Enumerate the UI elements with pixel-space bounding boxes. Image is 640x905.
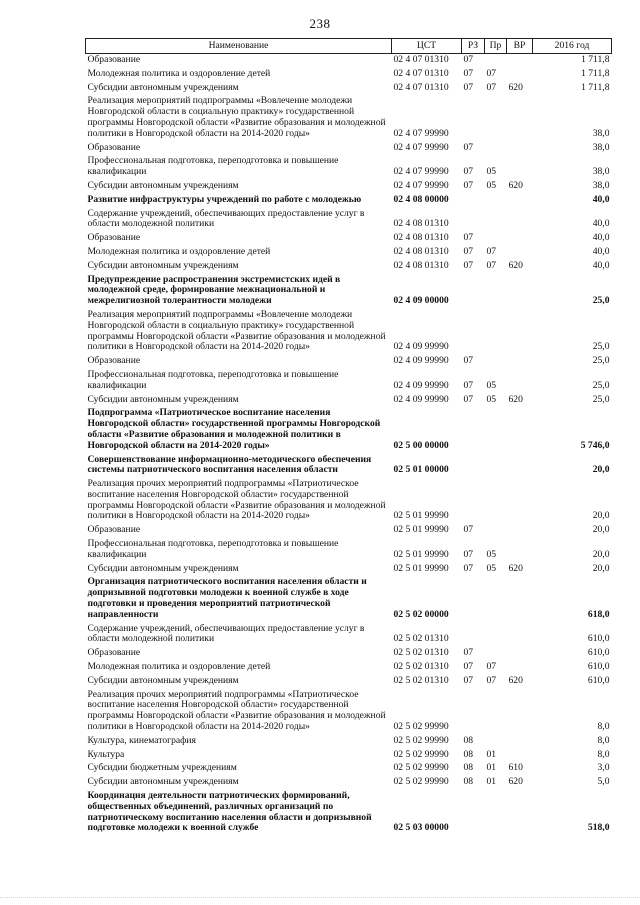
table-row <box>86 623 612 648</box>
row-amount: 610,0 <box>587 647 610 659</box>
row-rz: 07 <box>463 245 474 257</box>
row-rz: 07 <box>463 674 474 686</box>
row-rz <box>462 576 485 622</box>
row-name: Образование <box>87 232 141 244</box>
row-name: Содержание учреждений, обеспечивающих предоставление услуг в области молодежной политики <box>87 207 365 230</box>
row-name: Субсидии автономным учреждениям <box>87 562 239 574</box>
table-row <box>86 576 612 622</box>
row-amount: 1 711,8 <box>581 54 610 65</box>
row-rz <box>462 407 485 453</box>
table-row <box>86 478 612 524</box>
table-row <box>86 735 612 749</box>
table-row <box>86 776 612 790</box>
row-rz: 07 <box>463 141 474 153</box>
row-pr: 05 <box>486 393 497 405</box>
row-name: Субсидии бюджетным учреждениям <box>87 762 237 774</box>
table-header <box>86 39 612 54</box>
row-cst: 02 5 02 99990 <box>393 748 449 760</box>
row-cst: 02 5 02 01310 <box>393 647 449 659</box>
row-cst: 02 4 07 99990 <box>393 127 449 139</box>
row-amount: 5,0 <box>597 776 610 788</box>
row-amount: 38,0 <box>592 179 610 191</box>
row-cst: 02 4 09 00000 <box>393 295 449 307</box>
row-amount: 38,0 <box>592 127 610 139</box>
row-pr <box>485 309 507 355</box>
row-cst: 02 5 00 00000 <box>393 439 449 451</box>
row-pr: 07 <box>486 67 497 79</box>
row-vr <box>507 309 533 355</box>
row-pr <box>485 576 507 622</box>
row-cst: 02 4 08 01310 <box>393 232 449 244</box>
row-cst: 02 5 01 00000 <box>393 464 449 476</box>
row-amount: 25,0 <box>592 393 610 405</box>
row-amount: 1 711,8 <box>581 81 610 93</box>
table-row <box>86 232 612 246</box>
row-rz <box>462 309 485 355</box>
row-rz: 07 <box>463 232 474 244</box>
row-name: Профессиональная подготовка, переподготовка и повышение квалификации <box>87 155 339 178</box>
row-vr: 620 <box>508 776 523 788</box>
row-vr: 620 <box>508 393 523 405</box>
row-rz: 07 <box>463 67 474 79</box>
header-row <box>86 39 612 54</box>
row-rz: 07 <box>463 524 474 536</box>
row-cst: 02 4 09 99990 <box>393 393 449 405</box>
row-rz <box>462 208 485 233</box>
row-vr <box>507 576 533 622</box>
row-name: Субсидии автономным учреждениям <box>87 179 239 191</box>
row-pr: 05 <box>486 548 497 560</box>
row-cst: 02 4 08 01310 <box>393 259 449 271</box>
row-cst: 02 4 07 01310 <box>393 67 449 79</box>
row-rz: 07 <box>463 379 474 391</box>
table-row <box>86 180 612 194</box>
row-pr <box>485 647 507 661</box>
row-amount: 25,0 <box>592 341 610 353</box>
row-name: Субсидии автономным учреждениям <box>87 393 239 405</box>
row-vr <box>507 274 533 309</box>
row-vr: 620 <box>508 179 523 191</box>
row-amount: 25,0 <box>592 295 610 307</box>
row-pr <box>485 208 507 233</box>
row-vr: 620 <box>508 674 523 686</box>
row-name: Образование <box>87 647 141 659</box>
row-cst: 02 5 02 01310 <box>393 661 449 673</box>
row-vr <box>507 689 533 735</box>
row-amount: 20,0 <box>592 464 610 476</box>
row-vr <box>507 647 533 661</box>
row-vr: 620 <box>508 81 523 93</box>
row-vr <box>507 95 533 141</box>
row-name: Субсидии автономным учреждениям <box>87 259 239 271</box>
row-name: Образование <box>87 141 141 153</box>
row-amount: 25,0 <box>592 379 610 391</box>
row-vr <box>507 478 533 524</box>
row-vr <box>507 735 533 749</box>
row-name: Молодежная политика и оздоровление детей <box>87 67 271 79</box>
row-pr <box>485 355 507 369</box>
row-pr <box>485 232 507 246</box>
row-cst: 02 4 08 01310 <box>393 245 449 257</box>
row-pr: 01 <box>486 748 497 760</box>
header-pr: Пр <box>485 39 507 54</box>
row-vr <box>507 454 533 479</box>
row-name: Профессиональная подготовка, переподготовка и повышение квалификации <box>87 368 339 391</box>
row-vr <box>507 538 533 563</box>
row-vr <box>507 246 533 260</box>
table-row <box>86 749 612 763</box>
row-rz: 07 <box>463 647 474 659</box>
row-vr: 620 <box>508 259 523 271</box>
budget-table <box>85 38 612 836</box>
row-rz <box>462 194 485 208</box>
row-amount: 38,0 <box>592 141 610 153</box>
table-row <box>86 208 612 233</box>
row-rz: 07 <box>463 548 474 560</box>
row-name: Профессиональная подготовка, переподготовка и повышение квалификации <box>87 538 339 560</box>
scan-edge-line <box>0 897 640 899</box>
row-rz <box>462 274 485 309</box>
table-row <box>86 762 612 776</box>
row-pr <box>485 478 507 524</box>
row-pr <box>485 790 507 836</box>
row-cst: 02 5 01 99990 <box>393 524 449 536</box>
row-rz: 07 <box>463 166 474 178</box>
table-row <box>86 68 612 82</box>
row-name: Реализация мероприятий подпрограммы «Вовлечение молодежи Новгородской области в социальную практику» государственной программы Новгородской области «Развитие образования и молодежной политики в Новгородской области на 2014-2020 годы» <box>87 95 386 139</box>
row-amount: 25,0 <box>592 355 610 367</box>
row-rz: 07 <box>463 259 474 271</box>
header-rz: РЗ <box>462 39 485 54</box>
row-amount: 610,0 <box>587 661 610 673</box>
row-pr <box>485 454 507 479</box>
page-number: 238 <box>309 16 331 31</box>
row-pr: 07 <box>486 259 497 271</box>
row-rz: 08 <box>463 748 474 760</box>
row-cst: 02 4 09 99990 <box>393 341 449 353</box>
row-amount: 20,0 <box>592 524 610 536</box>
table-row <box>86 563 612 577</box>
header-cst: ЦСТ <box>392 39 462 54</box>
row-vr <box>507 232 533 246</box>
table-row <box>86 142 612 156</box>
table-row <box>86 274 612 309</box>
row-name: Образование <box>87 355 141 367</box>
row-pr: 01 <box>486 762 497 774</box>
row-cst: 02 5 01 99990 <box>393 548 449 560</box>
table-row <box>86 407 612 453</box>
table-row <box>86 647 612 661</box>
row-amount: 5 746,0 <box>580 439 610 451</box>
row-vr <box>507 623 533 648</box>
row-name: Культура, кинематография <box>87 734 196 746</box>
row-vr: 610 <box>508 762 523 774</box>
row-vr <box>507 661 533 675</box>
row-name: Субсидии автономным учреждениям <box>87 674 239 686</box>
table-row <box>86 454 612 479</box>
row-vr <box>507 194 533 208</box>
row-pr: 05 <box>486 379 497 391</box>
table-row <box>86 675 612 689</box>
table-row <box>86 82 612 96</box>
row-pr: 01 <box>486 776 497 788</box>
row-pr: 07 <box>486 661 497 673</box>
table-row <box>86 95 612 141</box>
header-vr: ВР <box>507 39 533 54</box>
row-pr <box>485 95 507 141</box>
row-rz: 07 <box>463 81 474 93</box>
row-vr <box>507 749 533 763</box>
row-cst: 02 5 01 99990 <box>393 510 449 522</box>
row-amount: 38,0 <box>592 166 610 178</box>
header-year: 2016 год <box>533 39 612 54</box>
row-rz: 07 <box>463 179 474 191</box>
row-cst: 02 4 07 99990 <box>393 179 449 191</box>
row-vr <box>507 155 533 180</box>
row-pr <box>485 274 507 309</box>
row-amount: 618,0 <box>587 608 610 620</box>
row-name: Предупреждение распространения экстремистских идей в молодежной среде, формирование межнациональной и межрелигиозной толерантности молодежи <box>87 273 341 307</box>
row-amount: 40,0 <box>592 232 610 244</box>
row-pr: 07 <box>486 674 497 686</box>
row-rz: 07 <box>463 355 474 367</box>
row-pr: 05 <box>486 562 497 574</box>
row-pr <box>485 54 507 68</box>
row-rz <box>462 623 485 648</box>
row-cst: 02 5 03 00000 <box>393 822 449 834</box>
row-cst: 02 4 09 99990 <box>393 379 449 391</box>
row-cst: 02 4 08 01310 <box>393 218 449 230</box>
table-row <box>86 246 612 260</box>
row-amount: 40,0 <box>592 259 610 271</box>
row-pr <box>485 524 507 538</box>
row-vr <box>507 355 533 369</box>
row-name: Молодежная политика и оздоровление детей <box>87 245 271 257</box>
row-name: Субсидии автономным учреждениям <box>87 776 239 788</box>
table-row <box>86 524 612 538</box>
row-cst: 02 4 07 01310 <box>393 81 449 93</box>
row-name: Содержание учреждений, обеспечивающих предоставление услуг в области молодежной политики <box>87 622 365 645</box>
header-name: Наименование <box>86 39 392 54</box>
row-rz: 07 <box>463 562 474 574</box>
row-vr <box>507 54 533 68</box>
row-amount: 40,0 <box>592 193 610 205</box>
row-name: Реализация прочих мероприятий подпрограммы «Патриотическое воспитание населения Новгородской области» государственной программы Новгородской области «Развитие образования и молодежной политики в Новгородской области на 2014-2020 годы» <box>87 478 386 522</box>
row-vr: 620 <box>508 562 523 574</box>
row-amount: 8,0 <box>597 748 610 760</box>
row-cst: 02 4 08 00000 <box>393 193 449 205</box>
row-rz <box>462 689 485 735</box>
row-name: Реализация прочих мероприятий подпрограммы «Патриотическое воспитание населения Новгородской области» государственной программы Новгородской области «Развитие образования и молодежной политики в Новгородской области на 2014-2020 годы» <box>87 688 386 733</box>
row-amount: 518,0 <box>587 822 610 834</box>
table-row <box>86 309 612 355</box>
row-vr <box>507 208 533 233</box>
row-pr: 07 <box>486 81 497 93</box>
row-cst: 02 5 02 99990 <box>393 776 449 788</box>
row-rz: 07 <box>463 393 474 405</box>
row-amount: 3,0 <box>597 762 610 774</box>
row-amount: 20,0 <box>592 510 610 522</box>
row-pr <box>485 735 507 749</box>
row-cst: 02 5 02 00000 <box>393 608 449 620</box>
row-cst: 02 5 02 99990 <box>393 734 449 746</box>
table-row <box>86 260 612 274</box>
row-vr <box>507 524 533 538</box>
row-name: Подпрограмма «Патриотическое воспитание населения Новгородской области» государственной программы Новгородской области «Развитие образования и молодежной политики в Новгородской области на 2014-2020 годы» <box>87 407 381 451</box>
row-pr: 05 <box>486 179 497 191</box>
row-pr: 05 <box>486 166 497 178</box>
table-row <box>86 661 612 675</box>
row-amount: 40,0 <box>592 245 610 257</box>
row-name: Совершенствование информационно-методического обеспечения системы патриотического воспитания населения области <box>87 453 372 476</box>
row-amount: 610,0 <box>587 633 610 645</box>
row-rz: 07 <box>463 54 474 65</box>
table-row <box>86 155 612 180</box>
row-name: Культура <box>87 748 125 760</box>
table-body <box>86 54 612 837</box>
row-amount: 1 711,8 <box>581 67 610 79</box>
row-pr: 07 <box>486 245 497 257</box>
row-amount: 20,0 <box>592 548 610 560</box>
row-amount: 8,0 <box>597 734 610 746</box>
row-pr <box>485 142 507 156</box>
row-rz <box>462 454 485 479</box>
row-name: Реализация мероприятий подпрограммы «Вовлечение молодежи Новгородской области в социальную практику» государственной программы Новгородской области «Развитие образования и молодежной политики в Новгородской области на 2014-2020 годы» <box>87 308 386 353</box>
table-row <box>86 54 612 68</box>
row-pr <box>485 407 507 453</box>
row-amount: 40,0 <box>592 218 610 230</box>
row-pr <box>485 194 507 208</box>
row-vr <box>507 407 533 453</box>
row-cst: 02 5 02 01310 <box>393 674 449 686</box>
row-rz: 08 <box>463 734 474 746</box>
row-amount: 610,0 <box>587 674 610 686</box>
table-row <box>86 394 612 408</box>
table-row <box>86 194 612 208</box>
table-row <box>86 355 612 369</box>
row-name: Развитие инфраструктуры учреждений по работе с молодежью <box>87 193 362 205</box>
table-row <box>86 369 612 394</box>
row-rz: 07 <box>463 661 474 673</box>
row-cst: 02 4 07 99990 <box>393 166 449 178</box>
row-name: Координация деятельности патриотических формирований, общественных объединений, различных организаций по патриотическому воспитанию населения области и допризывной подготовке молодежи к военной службе <box>87 790 372 834</box>
row-pr <box>485 689 507 735</box>
row-name: Образование <box>87 524 141 536</box>
row-name: Субсидии автономным учреждениям <box>87 81 239 93</box>
row-name: Образование <box>87 54 141 65</box>
row-cst: 02 4 07 99990 <box>393 141 449 153</box>
row-vr <box>507 369 533 394</box>
row-vr <box>507 790 533 836</box>
row-cst: 02 5 01 99990 <box>393 562 449 574</box>
table-row <box>86 790 612 836</box>
row-name: Молодежная политика и оздоровление детей <box>87 661 271 673</box>
row-rz <box>462 790 485 836</box>
row-vr <box>507 68 533 82</box>
row-rz <box>462 95 485 141</box>
row-cst: 02 5 02 99990 <box>393 762 449 774</box>
row-vr <box>507 142 533 156</box>
row-cst: 02 5 02 99990 <box>393 721 449 733</box>
row-name: Организация патриотического воспитания населения области и допризывной подготовки молодежи к военной службе в ходе подготовки и проведения мероприятий патриотической направленности <box>87 576 367 620</box>
row-pr <box>485 623 507 648</box>
table-row <box>86 538 612 563</box>
row-cst: 02 4 09 99990 <box>393 355 449 367</box>
row-amount: 8,0 <box>597 721 610 733</box>
table-row <box>86 689 612 735</box>
row-amount: 20,0 <box>592 562 610 574</box>
row-rz: 08 <box>463 762 474 774</box>
row-rz <box>462 478 485 524</box>
row-cst: 02 5 02 01310 <box>393 633 449 645</box>
row-rz: 08 <box>463 776 474 788</box>
row-cst: 02 4 07 01310 <box>393 54 449 65</box>
